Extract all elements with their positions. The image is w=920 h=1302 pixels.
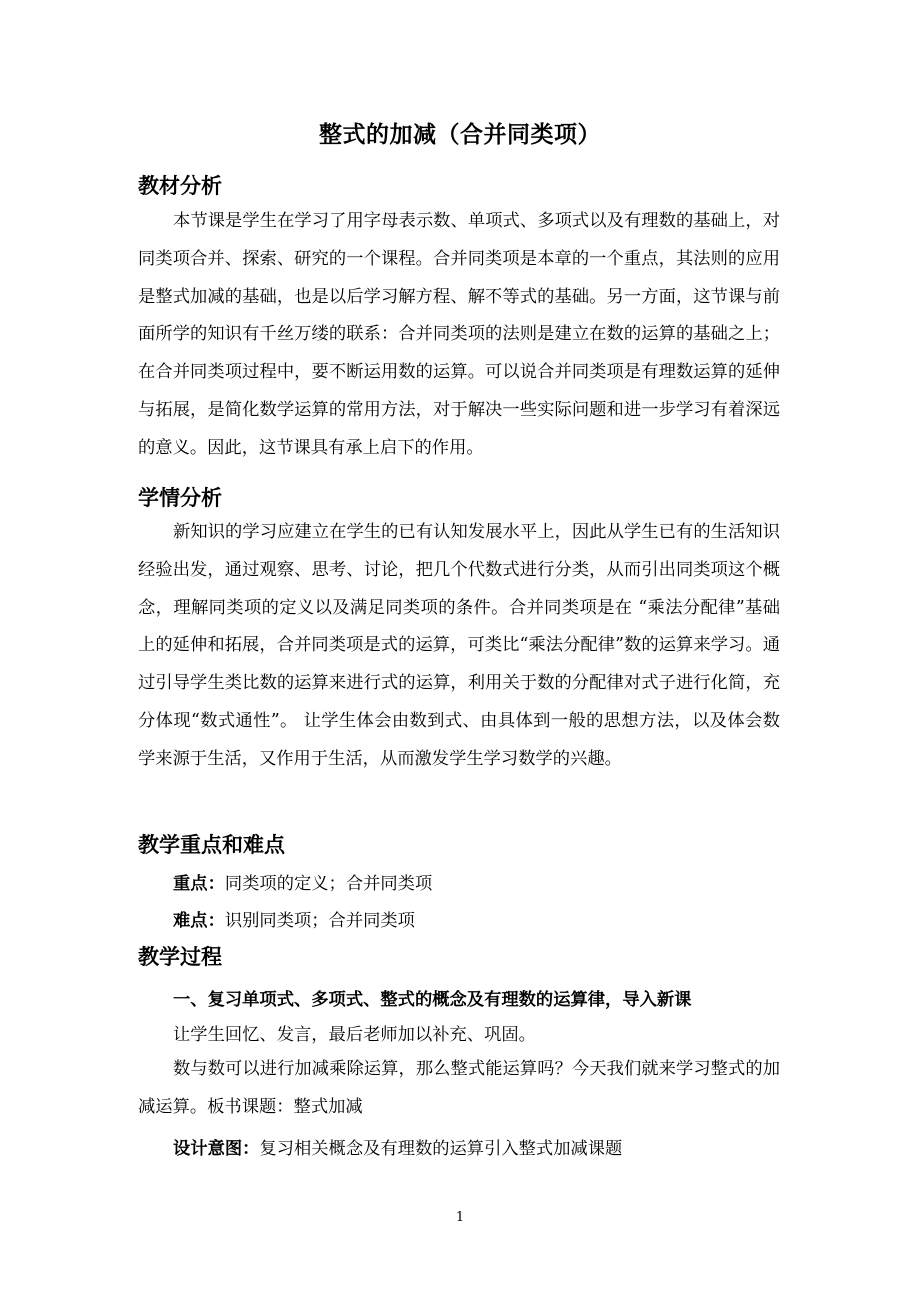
page-number: 1 xyxy=(455,1210,465,1225)
heading-teaching-process: 教学过程 xyxy=(138,945,222,969)
heading-key-difficult-points: 教学重点和难点 xyxy=(138,833,285,857)
step1-paragraph-1: 让学生回忆、发言，最后老师加以补充、巩固。 xyxy=(173,1025,536,1045)
heading-learner-analysis: 学情分析 xyxy=(138,486,222,510)
design-intent-text: 复习相关概念及有理数的运算引入整式加减课题 xyxy=(259,1139,623,1159)
difficulty-text: 识别同类项；合并同类项 xyxy=(224,911,415,931)
design-intent-line xyxy=(173,1134,622,1159)
document-title: 整式的加减（合并同类项） xyxy=(319,122,601,148)
heading-textbook-analysis: 教材分析 xyxy=(138,174,222,198)
key-point-text: 同类项的定义；合并同类项 xyxy=(224,874,433,894)
step1-paragraph-2: 数与数可以进行加减乘除运算，那么整式能运算吗？今天我们就来学习整式的加减运算。板书课题：整式加减 xyxy=(138,1059,780,1117)
key-point-label: 重点： xyxy=(173,874,225,894)
difficulty-label: 难点： xyxy=(173,911,225,931)
key-point-line xyxy=(173,869,432,894)
design-intent-label: 设计意图： xyxy=(173,1139,260,1159)
step1-title: 一、复习单项式、多项式、整式的概念及有理数的运算律，导入新课 xyxy=(173,990,692,1010)
difficulty-line xyxy=(173,906,415,931)
paragraph-textbook-analysis: 本节课是学生在学习了用字母表示数、单项式、多项式以及有理数的基础上，对同类项合并、探索、研究的一个课程。合并同类项是本章的一个重点，其法则的应用是整式加减的基础，也是以后学习解方程、解不等式的基础。另一方面，这节课与前面所学的知识有千丝万缕的联系：合并同类项的法则是建立在数的运算的基础之上；在合并同类项过程中，要不断运用数的运算。可以说合并同类项是有理数运算的延伸与拓展，是简化数学运算的常用方法，对于解决一些实际问题和进一步学习有着深远的意义。因此，这节课具有承上启下的作用。 xyxy=(138,211,780,458)
paragraph-learner-analysis: 新知识的学习应建立在学生的已有认知发展水平上，因此从学生已有的生活知识经验出发，通过观察、思考、讨论，把几个代数式进行分类，从而引出同类项这个概念，理解同类项的定义以及满足同类项的条件。合并同类项是在 “乘法分配律”基础上的延伸和拓展，合并同类项是式的运算，可类比“乘法分配律”数的运算来学习。通过引导学生类比数的运算来进行式的运算，利用关于数的分配律对式子进行化简，充分体现“数式通性”。 让学生体会由数到式、由具体到一般的思想方法，以及体会数学来源于生活，又作用于生活，从而激发学生学习数学的兴趣。 xyxy=(138,522,780,769)
